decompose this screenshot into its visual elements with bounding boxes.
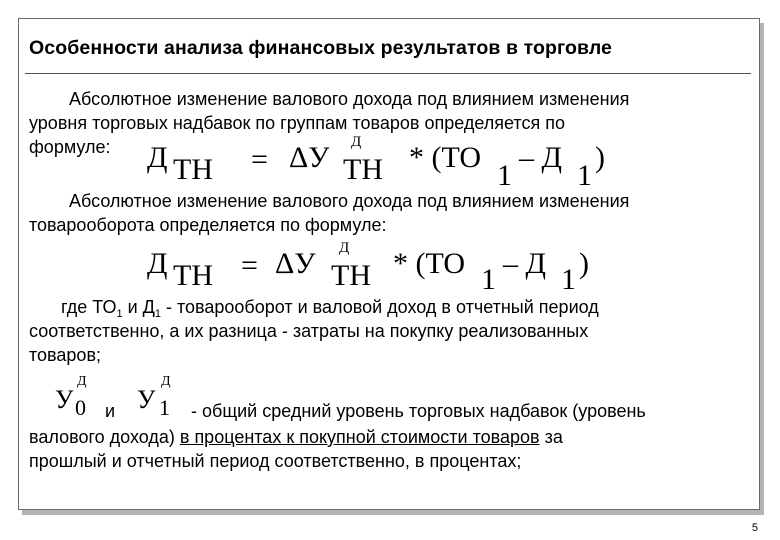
u0-sup: Д bbox=[77, 374, 87, 389]
f2-eq: = bbox=[241, 249, 258, 282]
f1-mult: * (ТО bbox=[409, 141, 482, 174]
para3-line3: товаров; bbox=[29, 345, 102, 365]
f2-sub-th: ТН bbox=[173, 259, 213, 292]
para3-line1 bbox=[61, 295, 599, 322]
para4-line3: прошлый и отчетный период соответственно, в процентах; bbox=[29, 451, 522, 471]
f1-close: ) bbox=[595, 141, 605, 174]
u0-symbol: У bbox=[55, 385, 74, 414]
f1-eq: = bbox=[251, 143, 268, 176]
f1-d: Д bbox=[147, 141, 168, 174]
para3-sub1: 1 bbox=[116, 308, 123, 320]
para1-line2: уровня торговых надбавок по группам товаров определяется по bbox=[29, 113, 565, 133]
f2-mult: * (ТО bbox=[393, 247, 466, 280]
page-number: 5 bbox=[751, 522, 758, 534]
f1-sub-1b: 1 bbox=[577, 159, 592, 192]
para3-where-to: где ТО bbox=[61, 297, 117, 317]
para4-line2-end: за bbox=[539, 427, 563, 447]
f1-minus: – Д bbox=[519, 141, 562, 174]
para4-line1: - общий средний уровень торговых надбавок (уровень bbox=[191, 401, 646, 421]
u0-sub: 0 bbox=[75, 395, 86, 420]
f2-sub-1a: 1 bbox=[481, 263, 496, 296]
para4-symbols bbox=[55, 375, 195, 425]
para2-line1: Абсолютное изменение валового дохода под влиянием изменения bbox=[69, 191, 630, 211]
slide-title: Особенности анализа финансовых результатов в торговле bbox=[29, 37, 612, 59]
u1-sup: Д bbox=[161, 374, 171, 389]
f2-delta-u: ΔУ bbox=[275, 247, 316, 280]
u1-symbol: У bbox=[137, 385, 156, 414]
para3-sub2: 1 bbox=[154, 308, 161, 320]
f2-sup-d: Д bbox=[339, 240, 350, 256]
f1-delta-u: ΔУ bbox=[289, 141, 330, 174]
f2-close: ) bbox=[579, 247, 589, 280]
para3-line1-rest: - товарооборот и валовой доход в отчетный период bbox=[160, 297, 599, 317]
f1-sub-th2: ТН bbox=[343, 153, 383, 186]
para4-line2 bbox=[29, 425, 563, 449]
f1-sub-th: ТН bbox=[173, 153, 213, 186]
f2-d: Д bbox=[147, 247, 168, 280]
f1-sub-1a: 1 bbox=[497, 159, 512, 192]
para3-line2: соответственно, а их разница - затраты на покупку реализованных bbox=[29, 321, 589, 341]
para4-underlined: в процентах к покупной стоимости товаров bbox=[179, 427, 540, 447]
f2-minus: – Д bbox=[503, 247, 546, 280]
para4-and: и bbox=[105, 401, 116, 421]
para2-line2: товарооборота определяется по формуле: bbox=[29, 215, 387, 235]
f1-sup-d: Д bbox=[351, 134, 362, 150]
para1-line3: формуле: bbox=[29, 137, 111, 157]
para3-and-d: и Д bbox=[122, 297, 155, 317]
title-divider bbox=[25, 73, 751, 74]
f2-sub-th2: ТН bbox=[331, 259, 371, 292]
para1-line1: Абсолютное изменение валового дохода под влиянием изменения bbox=[69, 89, 630, 109]
u1-sub: 1 bbox=[159, 395, 170, 420]
para4-line2-start: валового дохода) bbox=[29, 427, 180, 447]
f2-sub-1b: 1 bbox=[561, 263, 576, 296]
slide-frame bbox=[18, 18, 760, 510]
